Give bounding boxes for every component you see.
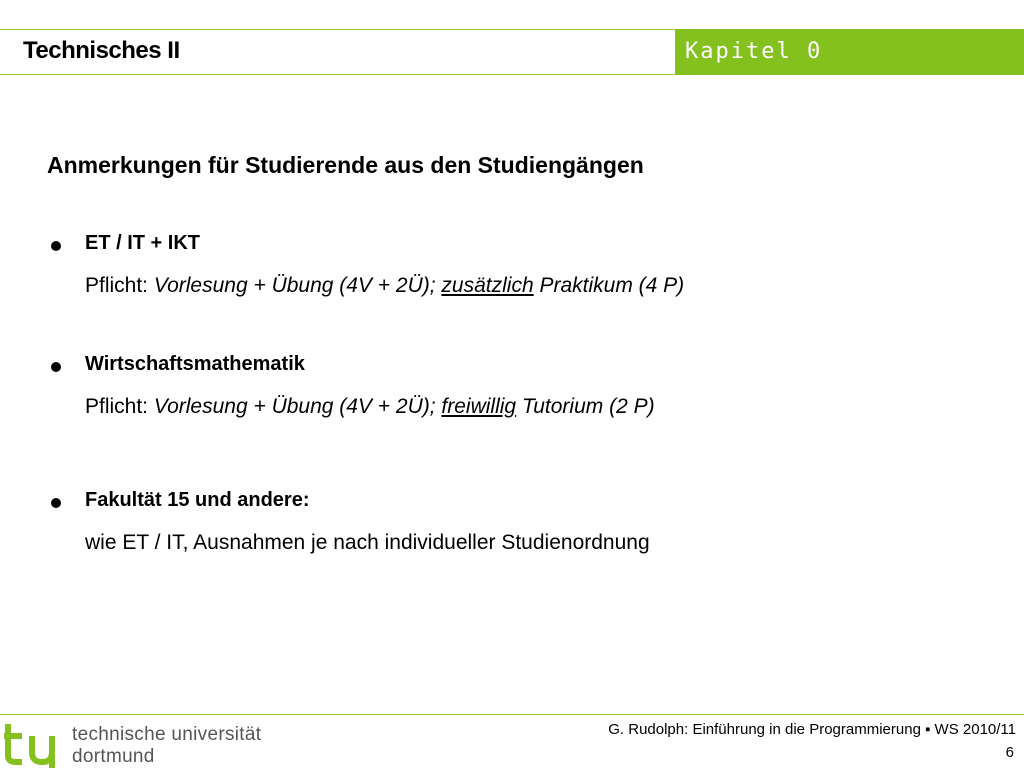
- bullet-title: Fakultät 15 und andere:: [85, 489, 310, 511]
- slide-header: [0, 29, 1024, 75]
- section-heading: Anmerkungen für Studierende aus den Studiengängen: [47, 152, 644, 178]
- header-title: Technisches II: [23, 37, 180, 64]
- bullet-detail: wie ET / IT, Ausnahmen je nach individueller Studienordnung: [85, 531, 650, 554]
- detail-rest: Tutorium (2 P): [516, 395, 655, 418]
- bullet-detail: [85, 395, 655, 419]
- detail-rest: Praktikum (4 P): [533, 274, 685, 297]
- detail-underlined: zusätzlich: [441, 274, 534, 297]
- detail-underlined: freiwillig: [441, 395, 517, 418]
- university-line-2: dortmund: [72, 746, 155, 767]
- detail-italic: Vorlesung + Übung (4V + 2Ü);: [153, 395, 442, 418]
- page-number: 6: [1005, 744, 1014, 761]
- bullet-icon: [51, 362, 61, 372]
- detail-prefix: Pflicht:: [85, 274, 154, 297]
- footer-credit: G. Rudolph: Einführung in die Programmierung ▪ WS 2010/11: [608, 721, 1016, 738]
- university-name: [72, 724, 261, 768]
- detail-prefix: Pflicht:: [85, 395, 154, 418]
- detail-italic: Vorlesung + Übung (4V + 2Ü);: [153, 274, 442, 297]
- bullet-icon: [51, 241, 61, 251]
- bullet-detail: [85, 274, 684, 298]
- footer-divider: [0, 714, 1024, 715]
- university-line-1: technische universität: [72, 724, 262, 745]
- bullet-icon: [51, 498, 61, 508]
- bullet-title: ET / IT + IKT: [85, 232, 201, 254]
- header-divider-bottom: [0, 74, 675, 75]
- chapter-label: Kapitel 0: [685, 39, 823, 64]
- chapter-banner: [675, 29, 1024, 75]
- bullet-title: Wirtschaftsmathematik: [85, 353, 305, 375]
- tu-logo-icon: [4, 718, 64, 768]
